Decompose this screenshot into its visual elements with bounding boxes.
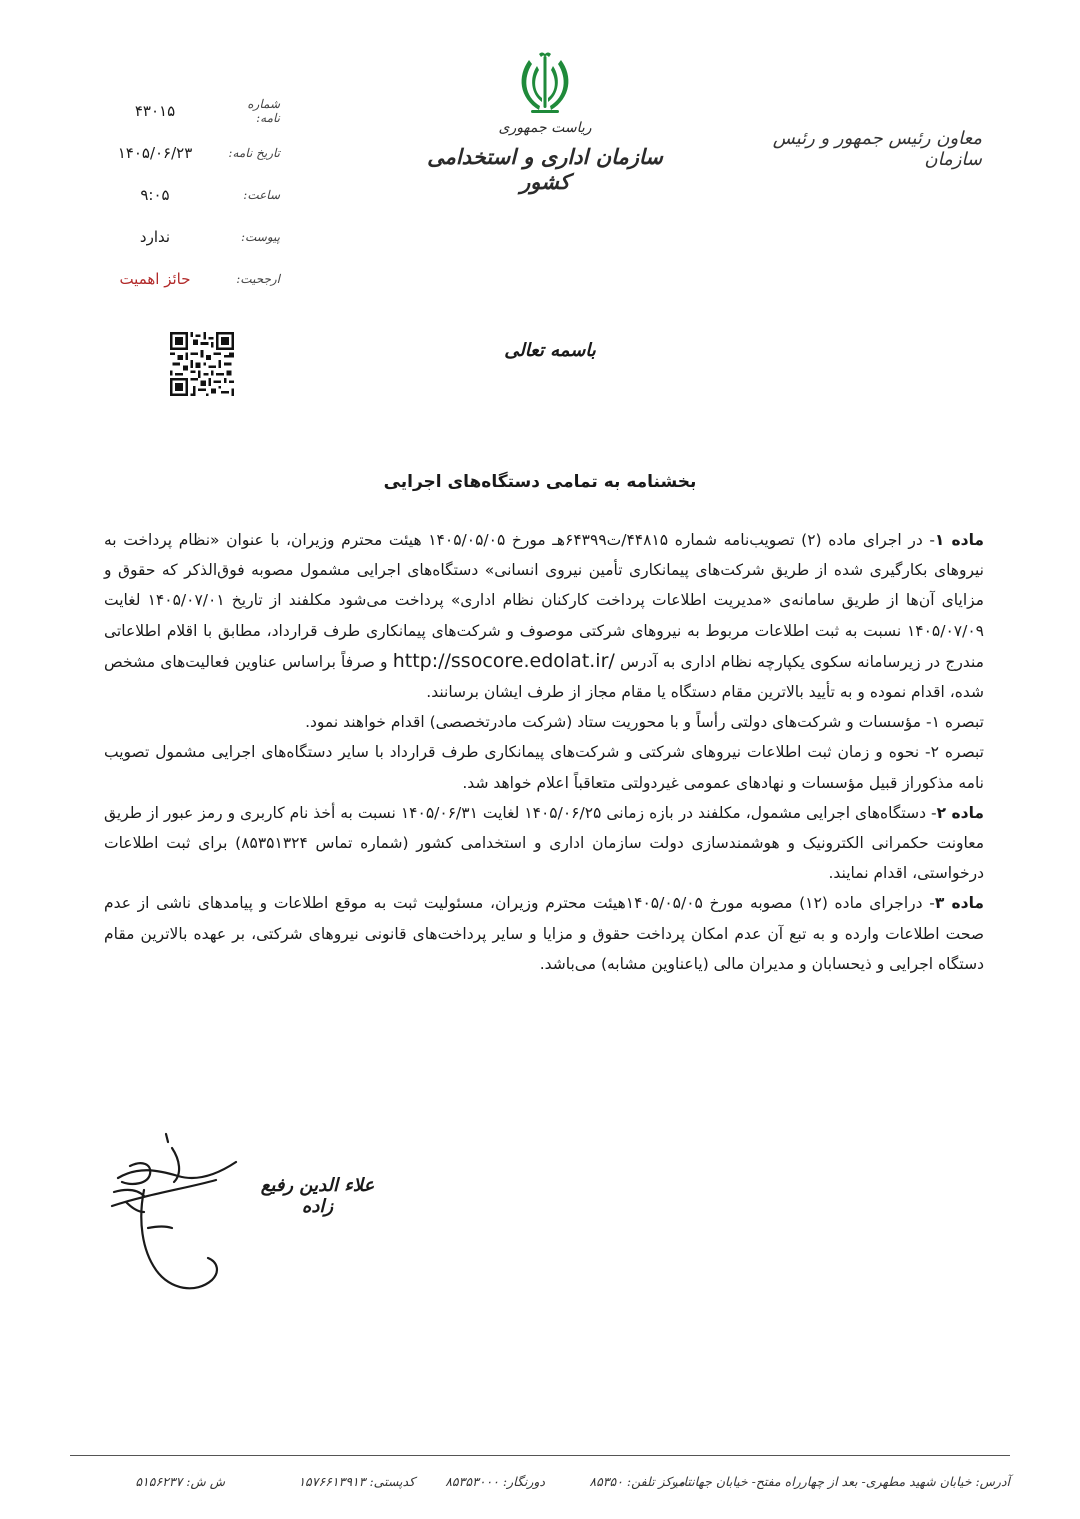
footer-fax: دورنگار: ۸۵۳۵۳۰۰۰ bbox=[445, 1474, 545, 1489]
article-3-text: - دراجرای ماده (۱۲) مصوبه مورخ ۱۴۰۵/۰۵/۰۵هیئت محترم وزیران، مسئولیت ثبت به موقع اطلاعات و پیامدهای ناشی از عدم صحت اطلاعات وارده و به تبع آن عدم امکان پرداخت حقوق و مزایا و سایر پرداخت‌های قانونی نیروهای شرکتی، بر عهده بالاترین مقام دستگاه اجرایی و ذیحسابان و مدیران مالی (یاعناوین مشابه) می‌باشد. bbox=[104, 894, 984, 973]
article-2 bbox=[104, 798, 984, 889]
footer-address: آدرس: خیابان شهید مطهری- بعد از چهارراه مفتح- خیابان جهانتاب bbox=[671, 1474, 1010, 1489]
footer bbox=[110, 1468, 1010, 1498]
letter-time-value: ۹:۰۵ bbox=[140, 186, 170, 204]
iran-emblem-icon bbox=[515, 52, 575, 116]
organization-name: سازمان اداری و استخدامی کشور bbox=[427, 144, 663, 194]
attachment-row bbox=[100, 216, 280, 258]
letterhead bbox=[420, 52, 670, 194]
footer-phone: مرکز تلفن: ۸۵۳۵۰ bbox=[589, 1474, 685, 1489]
letter-number-row bbox=[100, 90, 280, 132]
document-title: بخشنامه به تمامی دستگاه‌های اجرایی bbox=[383, 472, 697, 492]
deputy-title: معاون رئیس جمهور و رئیس سازمان bbox=[772, 128, 982, 170]
article-3 bbox=[104, 888, 984, 979]
system-url-link[interactable]: http://ssocore.edolat.ir/ bbox=[392, 649, 615, 672]
footer-divider bbox=[70, 1455, 1010, 1456]
priority-row bbox=[100, 258, 280, 300]
letter-metadata bbox=[100, 90, 280, 300]
letter-number-value: ۴۳۰۱۵ bbox=[134, 102, 176, 120]
footer-national-id: ش ش: ۵۱۵۶۲۳۷ bbox=[135, 1474, 225, 1489]
document-body bbox=[104, 525, 984, 979]
article-1-label: ماده ۱ bbox=[934, 531, 984, 549]
article-1-text-b: و صرفاً براساس عناوین فعالیت‌های مشخص شده، اقدام نموده و به تأیید بالاترین مقام دستگاه یا مقام مجاز از طرف ایشان برسانند. bbox=[104, 652, 984, 702]
article-2-text: - دستگاه‌های اجرایی مشمول، مکلفند در بازه زمانی ۱۴۰۵/۰۶/۲۵ لغایت ۱۴۰۵/۰۶/۳۱ نسبت به أخذ نام کاربری و رمز عبور از طریق معاونت حکمرانی الکترونیک و هوشمندسازی دولت سازمان اداری و استخدامی کشور (شماره تماس ۸۵۳۵۱۳۲۴) برای ثبت اطلاعات درخواستی، اقدام نمایند. bbox=[104, 803, 984, 883]
presidency-label: ریاست جمهوری bbox=[498, 120, 592, 136]
article-1 bbox=[104, 525, 984, 707]
priority-value: حائز اهمیت bbox=[119, 270, 191, 288]
footer-postal-code: کدپستی: ۱۵۷۶۶۱۳۹۱۳ bbox=[298, 1474, 415, 1489]
note-1: تبصره ۱- مؤسسات و شرکت‌های دولتی رأساً و با محوریت ستاد (شرکت مادرتخصصی) اقدام خواهند نمود. bbox=[305, 713, 984, 732]
letter-time-label: ساعت: bbox=[243, 188, 280, 202]
basmala: باسمه تعالی bbox=[504, 340, 596, 361]
attachment-label: پیوست: bbox=[240, 230, 280, 244]
qr-code-icon bbox=[170, 332, 234, 396]
priority-label: ارجحیت: bbox=[236, 272, 280, 286]
article-2-label: ماده ۲ bbox=[936, 803, 985, 822]
letter-date-label: تاریخ نامه: bbox=[228, 146, 280, 160]
letter-number-label: شماره نامه: bbox=[247, 97, 280, 125]
letter-time-row bbox=[100, 174, 280, 216]
attachment-value: ندارد bbox=[139, 228, 171, 246]
handwritten-signature bbox=[108, 1130, 248, 1305]
signer-name: علاء الدین رفیع زاده bbox=[260, 1175, 375, 1217]
letter-date-row bbox=[100, 132, 280, 174]
letter-date-value: ۱۴۰۵/۰۶/۲۳ bbox=[117, 144, 193, 162]
article-1-text-a: - در اجرای ماده (۲) تصویب‌نامه شماره ۴۴۸۱۵/ت۶۴۳۹۹هـ مورخ ۱۴۰۵/۰۵/۰۵ هیئت محترم وزیران، با عنوان «نظام پرداخت به نیروهای بکارگیری شده از طریق شرکت‌های پیمانکاری تأمین نیروی انسانی» دستگاه‌های اجرایی مشمول مصوبه فوق‌الذکر که حقوق و مزایای آن‌ها از طریق سامانه‌ی «مدیریت اطلاعات پرداخت کارکنان نظام اداری» پرداخت می‌شود مکلفند از تاریخ ۱۴۰۵/۰۷/۰۱ لغایت ۱۴۰۵/۰۷/۰۹ نسبت به ثبت اطلاعات مربوط به نیروهای شرکتی موصوف و شرکت‌های پیمانکاری طرف قرارداد، مطابق با اقلام اطلاعاتی مندرج در زیرسامانه سکوی یکپارچه نظام اداری به آدرس bbox=[104, 531, 984, 671]
note-2: تبصره ۲- نحوه و زمان ثبت اطلاعات نیروهای شرکتی و شرکت‌های پیمانکاری طرف قرارداد با سایر دستگاه‌های اجرایی مشمول تصویب نامه مذکوراز قبیل مؤسسات و نهادهای عمومی غیردولتی متعاقباً اعلام خواهد شد. bbox=[104, 743, 984, 792]
article-3-label: ماده ۳ bbox=[934, 894, 984, 913]
